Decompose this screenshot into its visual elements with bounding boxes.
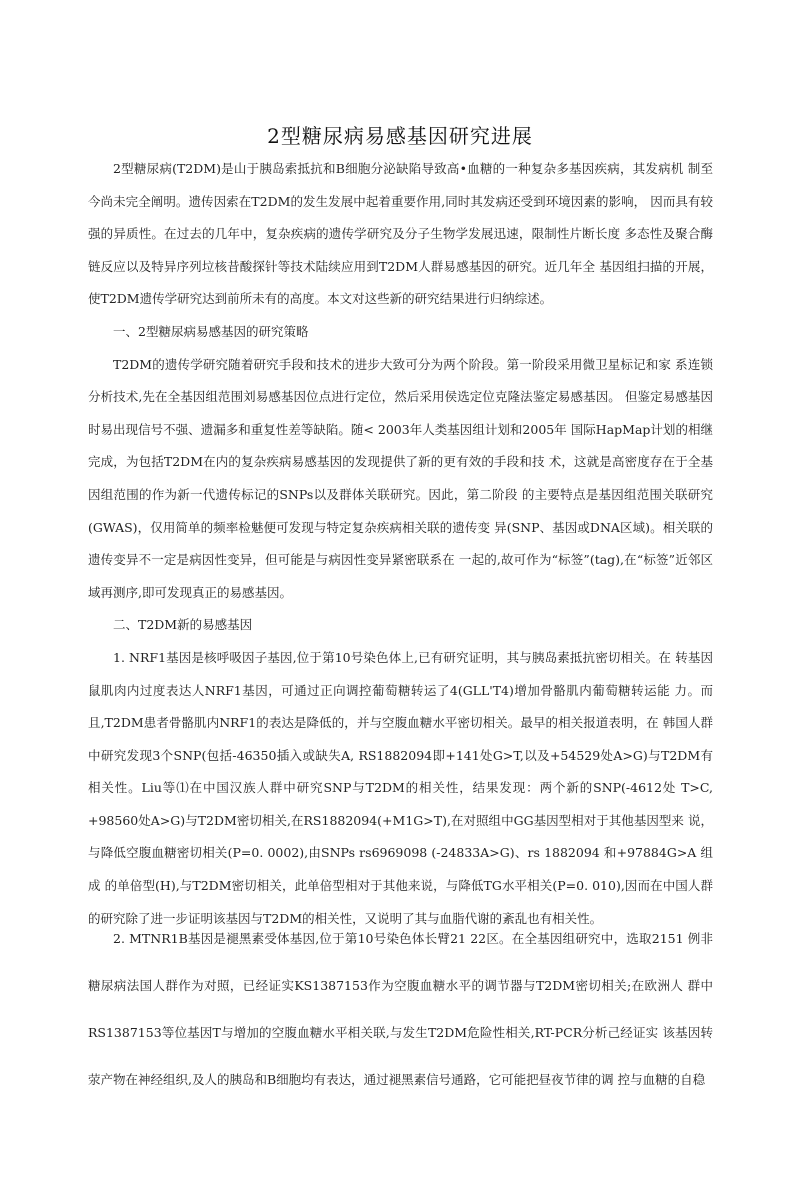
- document-body: [88, 153, 713, 935]
- document-title: 2型糖尿病易感基因研究进展: [267, 124, 533, 148]
- document-body-continued: [88, 915, 713, 1103]
- paragraph-nrf1: 1. NRF1基因是核呼吸因子基因,位于第10号染色体上,已有研究证明，其与胰岛素抵抗密切相关。在 转基因鼠肌肉内过度表达人NRF1基因，可通过正向调控葡萄糖转运了4(GLL'T4)增加骨骼肌内葡萄糖转运能 力。而且,T2DM患者骨骼肌内NRF1的表达是降低的，并与空腹血糖水平密切相关。最早的相关报道表明，在 韩国人群中研究发现3个SNP(包括-46350插入或缺失A, RS1882094即+141处G>T,以及+54529处A>G)与T2DM有相关性。Liu等⑴在中国汉族人群中研究SNP与T2DM的相关性，结果发现：两个新的SNP(-4612处 T>C, +98560处A>G)与T2DM密切相关,在RS1882094(+M1G>T),在对照组中GG基因型相对于其他基因型来 说，与降低空腹血糖密切相关(P=0. 0002),由SNPs rs6969098 (-24833A>G)、rs 1882094 和+97884G>A 组成 的单倍型(H),与T2DM密切相关，此单倍型相对于其他来说，与降低TG水平相关(P=0. 010),因而在中国人群 的研究除了进一步证明该基因与T2DM的相关性，又说明了其与血脂代谢的紊乱也有相关性。: [88, 649, 713, 926]
- section-heading-new-genes: 二、T2DM新的易感基因: [113, 617, 253, 633]
- paragraph-mtnr1b: 2. MTNR1B基因是褪黑素受体基因,位于第10号染色体长臂21 22区。在全基因组研究中，选取2151 例非糖尿病法国人群作为对照，已经证实KS1387153作为空腹血糖水平的调节器与T2DM密切相关;在欧洲人 群中RS1387153等位基因T与增加的空腹血糖水平相关联,与发生T2DM危险性相关,RT-PCR分析己经证实 该基因转荥产物在神经组织,及人的胰岛和B细胞均有表达，通过褪黑素信号通路，它可能把昼夜节律的调 控与血糖的自稳: [88, 931, 713, 1087]
- paragraph-intro: 2型糖尿病(T2DM)是山于胰岛索抵抗和B细胞分泌缺陷导致高•血糖的一种复杂多基因疾病，其发病机 制至今尚未完全阐明。遗传因索在T2DM的发生发展中起着重要作用,同时其发病还受到环境因素的影响， 因而具有较强的异质性。在过去的几年中，复杂疾病的遗传学研究及分子生物学发展迅速，限制性片断长度 多态性及聚合酶链反应以及特异序列垃核昔酸探针等技术陆续应用到T2DM人群易感基因的研究。近几年全 基因组扫描的开展，使T2DM遗传学研究达到前所未有的高度。本文对这些新的研究结果进行归纳综述。: [88, 161, 713, 307]
- paragraph-strategy: T2DM的遗传学研究随着研究手段和技术的进步大致可分为两个阶段。第一阶段采用微卫星标记和家 系连锁分析技术,先在全基因组范围刘易感基因位点进行定位，然后采用侯选定位克隆法鉴定易感基因。 但鉴定易感基因时易出现信号不强、遗漏多和重复性差等缺陷。随< 2003年人类基因组计划和2005年 国际HapMap计划的相继完成，为包括T2DM在内的复杂疾病易感基因的发现提供了新的更有效的手段和技 术，这就是高密度存在于全基因组范围的作为新一代遗传标记的SNPs以及群体关联研究。因此，第二阶段 的主要特点是基因组范围关联研究(GWAS)，仅用简单的频率检魅便可发现与特定复杂疾病相关联的遗传变 异(SNP、基因或DNA区域)。相关联的遗传变异不一定是病因性变异，但可能是与病因性变异紧密联系在 一起的,故可作为“标签”(tag),在“标签”近邻区域再测序,即可发现真正的易感基因。: [88, 356, 713, 600]
- section-heading-strategy: 一、2型糖尿病易感基因的研究策略: [113, 323, 309, 339]
